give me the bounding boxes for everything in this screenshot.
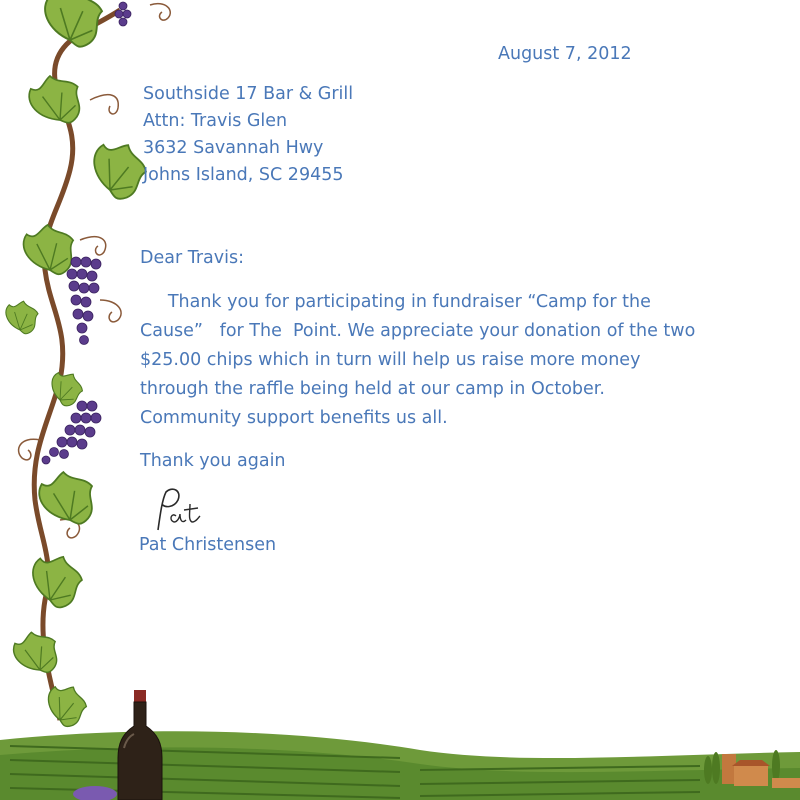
signer-name: Pat Christensen	[139, 535, 277, 555]
recipient-address	[143, 81, 353, 189]
recipient-line: 3632 Savannah Hwy	[143, 138, 324, 158]
wine-bottle-icon	[112, 688, 168, 800]
letter-date: August 7, 2012	[498, 44, 632, 64]
letter-body	[140, 288, 695, 433]
body-line: Community support benefits us all.	[140, 408, 448, 428]
body-line: through the raffle being held at our camp in October.	[140, 379, 605, 399]
closing: Thank you again	[140, 451, 286, 471]
salutation: Dear Travis:	[140, 248, 244, 268]
recipient-line: Attn: Travis Glen	[143, 111, 288, 131]
handwritten-signature	[148, 486, 208, 532]
body-line: Cause” for The Point. We appreciate your donation of the two	[140, 321, 696, 341]
recipient-line: Southside 17 Bar & Grill	[143, 84, 354, 104]
recipient-line: Johns Island, SC 29455	[143, 165, 344, 185]
body-line: Thank you for participating in fundraiser “Camp for the	[140, 292, 651, 312]
body-line: $25.00 chips which in turn will help us raise more money	[140, 350, 641, 370]
